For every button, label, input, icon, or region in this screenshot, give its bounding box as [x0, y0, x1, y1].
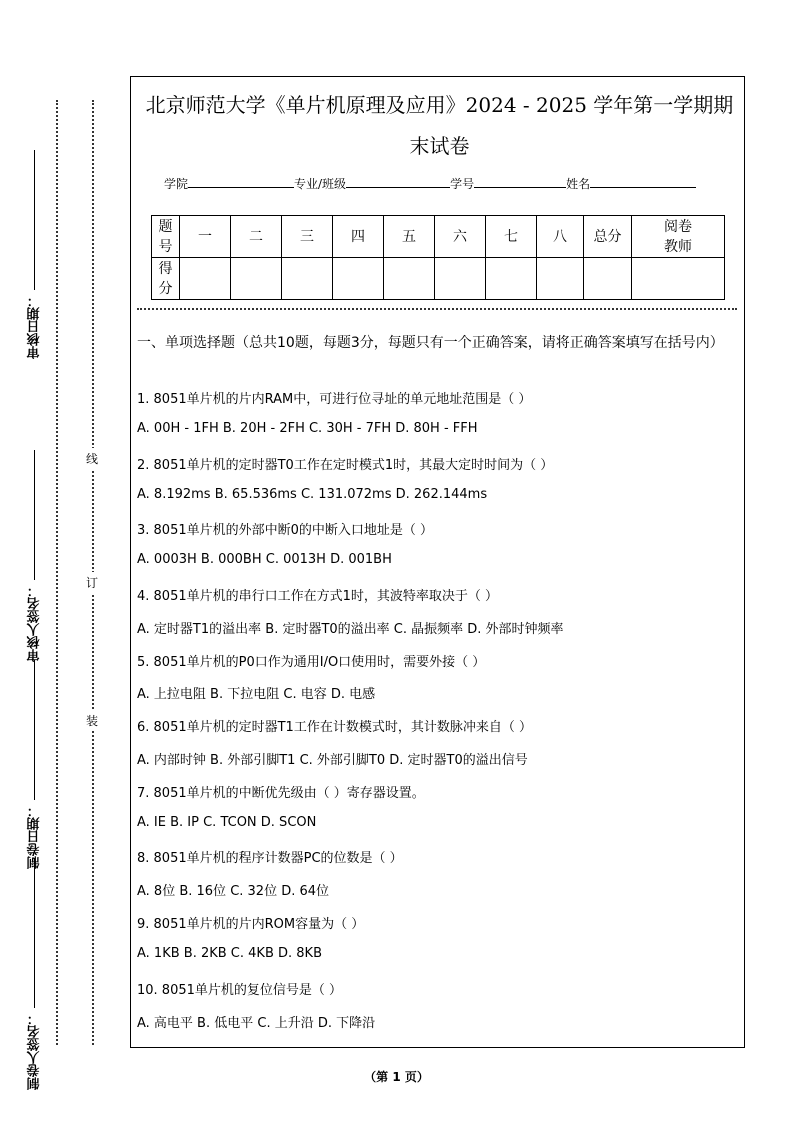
col-1: 一	[180, 216, 231, 258]
name-input-line[interactable]	[590, 175, 696, 188]
exam-title-line2: 末试卷	[409, 134, 470, 158]
review-date-line	[35, 150, 36, 290]
col-5: 五	[384, 216, 435, 258]
question-2: 2. 8051单片机的定时器T0工作在定时模式1时，其最大定时时间为（ ）	[137, 458, 554, 473]
review-date-label	[20, 150, 50, 359]
question-8: 8. 8051单片机的程序计数器PC的位数是（ ）	[137, 851, 403, 866]
question-7-options: A. IE B. IP C. TCON D. SCON	[137, 815, 317, 830]
paper-maker-signature-label	[20, 858, 50, 1090]
question-10: 10. 8051单片机的复位信号是（ ）	[137, 983, 343, 998]
question-number-header: 题号	[152, 216, 180, 258]
question-10-options: A. 高电平 B. 低电平 C. 上升沿 D. 下降沿	[137, 1016, 376, 1031]
question-9-options: A. 1KB B. 2KB C. 4KB D. 8KB	[137, 946, 322, 961]
score-cell[interactable]	[180, 258, 231, 300]
question-4: 4. 8051单片机的串行口工作在方式1时，其波特率取决于（ ）	[137, 589, 499, 604]
score-cell[interactable]	[537, 258, 584, 300]
dotted-separator	[137, 308, 737, 310]
col-grader: 阅卷教师	[632, 216, 725, 258]
score-cell[interactable]	[435, 258, 486, 300]
reviewer-signature-line	[35, 450, 36, 580]
score-cell[interactable]	[632, 258, 725, 300]
question-1-options: A. 00H - 1FH B. 20H - 2FH C. 30H - 7FH D. 80H - FFH	[137, 421, 478, 436]
question-5-options: A. 上拉电阻 B. 下拉电阻 C. 电容 D. 电感	[137, 687, 376, 702]
paper-maker-signature-line	[35, 858, 36, 1008]
review-date-text: 审核日期：	[27, 294, 43, 359]
name-label: 姓名	[566, 177, 591, 191]
col-3: 三	[282, 216, 333, 258]
binding-mark-line: 线	[86, 448, 98, 469]
col-6: 六	[435, 216, 486, 258]
student-id-input-line[interactable]	[474, 175, 566, 188]
score-cell[interactable]	[486, 258, 537, 300]
section-heading: 一、单项选择题（总共10题，每题3分，每题只有一个正确答案，请将正确答案填写在括号内）	[137, 335, 724, 351]
score-row-header: 得分	[152, 258, 180, 300]
score-table-header-row	[152, 216, 725, 258]
paper-date-text: 制卷日期：	[27, 804, 43, 869]
score-cell[interactable]	[333, 258, 384, 300]
question-6-options: A. 内部时钟 B. 外部引脚T1 C. 外部引脚T0 D. 定时器T0的溢出信号	[137, 753, 528, 768]
score-cell[interactable]	[231, 258, 282, 300]
question-3: 3. 8051单片机的外部中断0的中断入口地址是（ ）	[137, 523, 434, 538]
student-id-label: 学号	[450, 177, 475, 191]
college-input-line[interactable]	[188, 175, 294, 188]
binding-mark-staple: 订	[86, 572, 98, 593]
paper-date-line	[35, 660, 36, 800]
paper-date-label	[20, 660, 50, 869]
question-6: 6. 8051单片机的定时器T1工作在计数模式时，其计数脉冲来自（ ）	[137, 720, 532, 735]
col-8: 八	[537, 216, 584, 258]
question-5: 5. 8051单片机的P0口作为通用I/O口使用时，需要外接（ ）	[137, 655, 486, 670]
reviewer-signature-label	[20, 450, 50, 662]
major-class-input-line[interactable]	[346, 175, 450, 188]
col-4: 四	[333, 216, 384, 258]
question-3-options: A. 0003H B. 000BH C. 0013H D. 001BH	[137, 552, 392, 567]
score-table	[151, 215, 725, 300]
binding-dotted-line-left	[56, 100, 58, 1045]
col-total: 总分	[584, 216, 632, 258]
exam-title-line1: 北京师范大学《单片机原理及应用》2024 - 2025 学年第一学期期	[145, 93, 734, 117]
question-1: 1. 8051单片机的片内RAM中，可进行位寻址的单元地址范围是（ ）	[137, 392, 532, 407]
score-table-score-row	[152, 258, 725, 300]
score-cell[interactable]	[584, 258, 632, 300]
col-7: 七	[486, 216, 537, 258]
score-cell[interactable]	[282, 258, 333, 300]
question-9: 9. 8051单片机的片内ROM容量为（ ）	[137, 917, 365, 932]
question-4-options: A. 定时器T1的溢出率 B. 定时器T0的溢出率 C. 晶振频率 D. 外部时钟频率	[137, 622, 564, 637]
reviewer-signature-text: 审核人签名：	[27, 584, 43, 662]
page-number: （第 1 页）	[364, 1070, 429, 1084]
major-class-label: 专业/班级	[294, 177, 347, 191]
student-info-row	[164, 175, 696, 192]
paper-maker-signature-text: 制卷人签名：	[27, 1012, 43, 1090]
col-2: 二	[231, 216, 282, 258]
question-2-options: A. 8.192ms B. 65.536ms C. 131.072ms D. 262.144ms	[137, 487, 488, 502]
question-8-options: A. 8位 B. 16位 C. 32位 D. 64位	[137, 884, 330, 899]
binding-mark-bind: 装	[86, 710, 98, 731]
score-cell[interactable]	[384, 258, 435, 300]
college-label: 学院	[164, 177, 189, 191]
question-7: 7. 8051单片机的中断优先级由（ ）寄存器设置。	[137, 786, 425, 801]
